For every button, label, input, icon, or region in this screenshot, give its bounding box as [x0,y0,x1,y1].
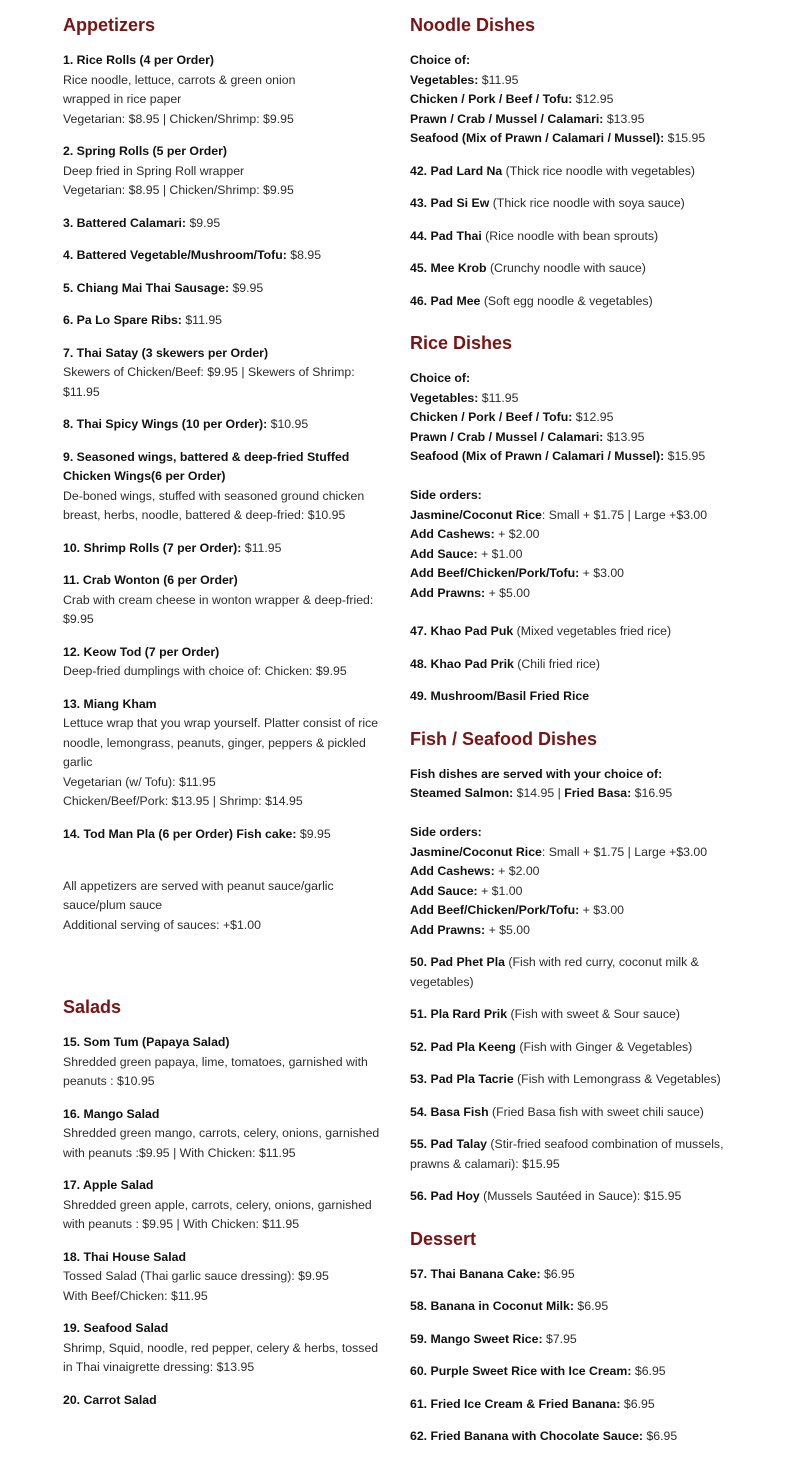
fish-item-name: 53. Pad Pla Tacrie [410,1072,514,1086]
item-name: 11. Crab Wonton (6 per Order) [63,573,238,587]
item-description: De-boned wings, stuffed with seasoned ground chicken breast, herbs, noodle, battered & deep-fried: $10.95 [63,488,365,522]
item-name: 20. Carrot Salad [63,1392,157,1407]
item-price: $11.95 [181,313,223,327]
appetizers-list [63,51,381,844]
item-description: With Beef/Chicken: $11.95 [63,1288,208,1303]
rice-choices [410,369,740,603]
item-description: Shredded green mango, carrots, celery, onions, garnished with peanuts :$9.95 | With Chicken: $11.95 [63,1126,380,1160]
dessert-item [410,1297,740,1317]
rice-side-order-price: + $1.00 [477,546,523,561]
item-name: 3. Battered Calamari: [63,215,187,230]
fish-choices [410,765,740,941]
item-name: 14. Tod Man Pla (6 per Order) Fish cake: [63,826,297,841]
noodle-choice [410,129,740,149]
item-description: Deep-fried dumplings with choice of: Chicken: $9.95 [63,664,347,678]
fried-basa-price: $16.95 [631,786,673,800]
rice-choice [410,389,740,409]
rice-choice [410,447,740,467]
fish-item-name: 50. Pad Phet Pla [410,955,506,969]
rice-side-order-label: Add Beef/Chicken/Pork/Tofu: [410,566,580,580]
rice-item-desc: (Chili fried rice) [513,656,600,671]
fish-item [410,1070,740,1090]
steamed-salmon-price: $14.95 | [513,786,565,800]
dessert-item [410,1427,740,1447]
item-price: $8.95 [286,248,322,262]
dessert-item-name: 57. Thai Banana Cake: [410,1266,541,1281]
noodle-items [410,162,740,312]
menu-item [63,1033,381,1092]
item-name: 16. Mango Salad [63,1106,160,1121]
item-description: Chicken/Beef/Pork: $13.95 | Shrimp: $14.95 [63,794,303,808]
right-column [410,0,740,1460]
dessert-title: Dessert [410,1228,477,1249]
noodle-item-name: 43. Pad Si Ew [410,196,490,210]
noodle-item [410,259,740,279]
fish-side-order-label: Add Sauce: [410,883,478,898]
item-description: Shredded green apple, carrots, celery, onions, garnished with peanuts : $9.95 | With Chicken: $11.95 [63,1197,372,1231]
noodle-choice-label: Seafood (Mix of Prawn / Calamari / Mussel): [410,131,665,145]
rice-choice-label: Seafood (Mix of Prawn / Calamari / Mussel): [410,449,665,463]
rice-choice-label: Prawn / Crab / Mussel / Calamari: [410,429,604,444]
menu-item [63,142,381,201]
dessert-item [410,1265,740,1285]
fish-item-name: 55. Pad Talay [410,1137,488,1151]
rice-item [410,622,740,642]
menu-item [63,448,381,526]
menu-item [63,825,381,845]
appetizer-note-1: All appetizers are served with peanut sauce/garlic sauce/plum sauce [63,878,334,912]
appetizers-title: Appetizers [63,15,156,35]
menu-item [63,1248,381,1307]
item-name: 17. Apple Salad [63,1178,154,1192]
dessert-item-desc: $7.95 [542,1331,577,1346]
dessert-item-name: 59. Mango Sweet Rice: [410,1331,543,1346]
fish-side-label: Side orders: [410,825,482,839]
item-description: wrapped in rice paper [63,92,182,106]
item-name: 10. Shrimp Rolls (7 per Order): [63,540,242,555]
fish-side-order [410,901,740,921]
rice-side-order-price: : Small + $1.75 | Large +$3.00 [541,507,708,522]
rice-choice-price: $11.95 [478,390,519,405]
fish-side-order-label: Add Cashews: [410,864,495,878]
menu-item [63,643,381,682]
rice-side-order [410,506,740,526]
salads-title: Salads [63,997,122,1017]
fish-choice-label: Fish dishes are served with your choice of: [410,766,663,781]
fish-side-order-label: Jasmine/Coconut Rice [410,844,542,859]
fish-dishes-title: Fish / Seafood Dishes [410,728,598,749]
noodle-choice-price: $15.95 [664,131,706,145]
fish-side-order-price: + $2.00 [494,864,540,878]
rice-item-name: 48. Khao Pad Prik [410,656,514,671]
fish-side-order-price: + $5.00 [485,922,530,937]
rice-item-desc: (Mixed vegetables fried rice) [513,624,672,638]
fish-side-order [410,882,740,902]
fish-item-desc: (Fish with red curry, coconut milk & vegetables) [410,955,699,989]
fish-item-desc: (Fish with sweet & Sour sauce) [507,1007,680,1021]
rice-side-order-label: Add Cashews: [410,527,495,541]
item-name: 12. Keow Tod (7 per Order) [63,644,220,659]
item-description: Lettuce wrap that you wrap yourself. Platter consist of rice noodle, lemongrass, peanuts, ginger, peppers & pickled garlic [63,716,379,769]
noodle-item-name: 45. Mee Krob [410,261,487,275]
rice-item [410,687,740,707]
dessert-item [410,1330,740,1350]
salads-list [63,1033,381,1410]
rice-side-order-price: + $2.00 [494,527,540,541]
menu-item [63,695,381,812]
menu-item [63,1105,381,1164]
fish-item-desc: (Stir-fried seafood combination of mussels, prawns & calamari): $15.95 [410,1137,724,1171]
rice-choice-label: Vegetables: [410,390,479,405]
fish-item [410,1005,740,1025]
item-description: Shrimp, Squid, noodle, red pepper, celery & herbs, tossed in Thai vinaigrette dressing: $13.95 [63,1340,379,1374]
noodle-choice-label: Prawn / Crab / Mussel / Calamari: [410,111,604,126]
menu-item [63,246,381,266]
item-price: $11.95 [241,540,282,555]
item-name: 5. Chiang Mai Thai Sausage: [63,280,230,295]
noodle-choice-label: Chicken / Pork / Beef / Tofu: [410,92,573,106]
item-name: 18. Thai House Salad [63,1249,187,1264]
dessert-item-name: 60. Purple Sweet Rice with Ice Cream: [410,1364,632,1378]
rice-choice [410,408,740,428]
dessert-item-name: 58. Banana in Coconut Milk: [410,1299,574,1313]
fish-item-name: 51. Pla Rard Prik [410,1007,508,1021]
fish-item-desc: (Fish with Ginger & Vegetables) [515,1039,693,1054]
menu-item [63,1176,381,1235]
fish-side-order-label: Add Prawns: [410,922,486,937]
menu-item [63,539,381,559]
dessert-item [410,1395,740,1415]
item-price: $10.95 [267,417,309,431]
menu-item [63,415,381,435]
item-description: Vegetarian: $8.95 | Chicken/Shrimp: $9.95 [63,183,294,197]
rice-side-order-price: + $5.00 [485,585,530,600]
dessert-item [410,1362,740,1382]
rice-side-order [410,584,740,604]
dessert-item-desc: $6.95 [573,1299,609,1313]
noodle-item-desc: (Crunchy noodle with sauce) [486,261,646,275]
noodle-choice-label: Choice of: [410,53,471,67]
fish-item-name: 54. Basa Fish [410,1104,489,1119]
rice-choice-label: Choice of: [410,371,471,385]
fish-side-order-price: : Small + $1.75 | Large +$3.00 [541,844,708,859]
noodle-item-name: 46. Pad Mee [410,293,481,308]
noodle-dishes-title: Noodle Dishes [410,15,536,35]
item-name: 19. Seafood Salad [63,1321,169,1335]
dessert-item-desc: $6.95 [643,1429,678,1443]
dessert-items [410,1265,740,1447]
fish-item-name: 52. Pad Pla Keeng [410,1039,516,1054]
fish-item-name: 56. Pad Hoy [410,1189,480,1203]
menu-item [63,1319,381,1378]
fish-item [410,1103,740,1123]
fried-basa-label: Fried Basa: [564,786,632,800]
fish-item [410,953,740,992]
menu-item [63,1391,381,1411]
noodle-choice [410,90,740,110]
dessert-item-desc: $6.95 [620,1396,655,1411]
item-name: 8. Thai Spicy Wings (10 per Order): [63,417,268,431]
item-description: Vegetarian: $8.95 | Chicken/Shrimp: $9.95 [63,111,294,126]
item-description: Rice noodle, lettuce, carrots & green onion [63,72,296,87]
noodle-choice-label: Vegetables: [410,72,479,87]
item-price: $9.95 [229,280,264,295]
rice-choice-label: Chicken / Pork / Beef / Tofu: [410,410,573,424]
rice-item-name: 47. Khao Pad Puk [410,624,514,638]
steamed-salmon-label: Steamed Salmon: [410,786,514,800]
item-description: Shredded green papaya, lime, tomatoes, garnished with [63,1054,368,1069]
rice-choice-price: $12.95 [572,410,614,424]
noodle-choices [410,51,740,149]
item-name: 1. Rice Rolls (4 per Order) [63,53,215,67]
item-name: 2. Spring Rolls (5 per Order) [63,144,227,158]
item-price: $9.95 [186,215,221,230]
rice-side-order [410,525,740,545]
noodle-item-name: 44. Pad Thai [410,228,482,243]
rice-side-order [410,564,740,584]
fish-side-order-price: + $3.00 [579,903,625,917]
appetizer-note-2: Additional serving of sauces: +$1.00 [63,917,261,932]
fish-item [410,1187,740,1207]
menu-item [63,214,381,234]
dessert-item-desc: $6.95 [631,1364,666,1378]
fish-item-desc: (Mussels Sautéed in Sauce): $15.95 [479,1189,682,1203]
noodle-item [410,292,740,312]
menu-item [63,279,381,299]
noodle-item-desc: (Thick rice noodle with soya sauce) [489,196,685,210]
rice-side-order-label: Add Sauce: [410,546,478,561]
rice-side-order-label: Add Prawns: [410,585,486,600]
fish-side-order [410,862,740,882]
item-name: 6. Pa Lo Spare Ribs: [63,313,182,327]
rice-choice-price: $13.95 [603,429,645,444]
rice-choice-price: $15.95 [664,449,706,463]
noodle-choice [410,71,740,91]
item-name: 15. Som Tum (Papaya Salad) [63,1035,230,1049]
fish-side-order [410,843,740,863]
noodle-item [410,227,740,247]
item-name: 7. Thai Satay (3 skewers per Order) [63,345,269,360]
rice-item-name: 49. Mushroom/Basil Fried Rice [410,689,590,703]
fish-side-order-label: Add Beef/Chicken/Pork/Tofu: [410,903,580,917]
item-price: $9.95 [296,826,331,841]
noodle-item-desc: (Soft egg noodle & vegetables) [480,293,653,308]
noodle-choice-price: $13.95 [603,111,645,126]
item-description: Skewers of Chicken/Beef: $9.95 | Skewers of Shrimp: $11.95 [63,365,355,399]
left-column [63,0,381,1423]
noodle-item-desc: (Rice noodle with bean sprouts) [481,228,659,243]
item-description: Deep fried in Spring Roll wrapper [63,163,245,178]
fish-items [410,953,740,1207]
menu-item [63,311,381,331]
rice-item [410,655,740,675]
rice-choice [410,428,740,448]
noodle-item [410,162,740,182]
rice-items [410,622,740,707]
menu-item [63,571,381,630]
noodle-choice [410,110,740,130]
rice-dishes-title: Rice Dishes [410,333,513,353]
fish-item-desc: (Fried Basa fish with sweet chili sauce) [488,1104,704,1119]
noodle-choice-price: $12.95 [572,92,614,106]
item-name: 13. Miang Kham [63,696,157,711]
dessert-item-name: 61. Fried Ice Cream & Fried Banana: [410,1396,621,1411]
item-description: Vegetarian (w/ Tofu): $11.95 [63,774,216,789]
noodle-item-desc: (Thick rice noodle with vegetables) [502,163,696,178]
fish-item [410,1038,740,1058]
fish-side-order [410,921,740,941]
item-description: Tossed Salad (Thai garlic sauce dressing): $9.95 [63,1269,329,1283]
rice-side-label: Side orders: [410,488,482,502]
menu-item [63,344,381,403]
rice-side-order [410,545,740,565]
dessert-item-desc: $6.95 [540,1266,575,1281]
noodle-item [410,194,740,214]
rice-side-order-label: Jasmine/Coconut Rice [410,507,542,522]
item-name: 9. Seasoned wings, battered & deep-fried Stuffed Chicken Wings(6 per Order) [63,449,350,483]
fish-side-order-price: + $1.00 [477,883,523,898]
item-description: peanuts : $10.95 [63,1074,155,1088]
noodle-choice-price: $11.95 [478,72,519,87]
rice-side-order-price: + $3.00 [579,566,625,580]
item-name: 4. Battered Vegetable/Mushroom/Tofu: [63,248,287,262]
fish-item [410,1135,740,1174]
item-description: Crab with cream cheese in wonton wrapper & deep-fried: $9.95 [63,592,374,626]
dessert-item-name: 62. Fried Banana with Chocolate Sauce: [410,1429,644,1443]
menu-item [63,51,381,129]
noodle-item-name: 42. Pad Lard Na [410,163,503,178]
fish-item-desc: (Fish with Lemongrass & Vegetables) [513,1072,721,1086]
